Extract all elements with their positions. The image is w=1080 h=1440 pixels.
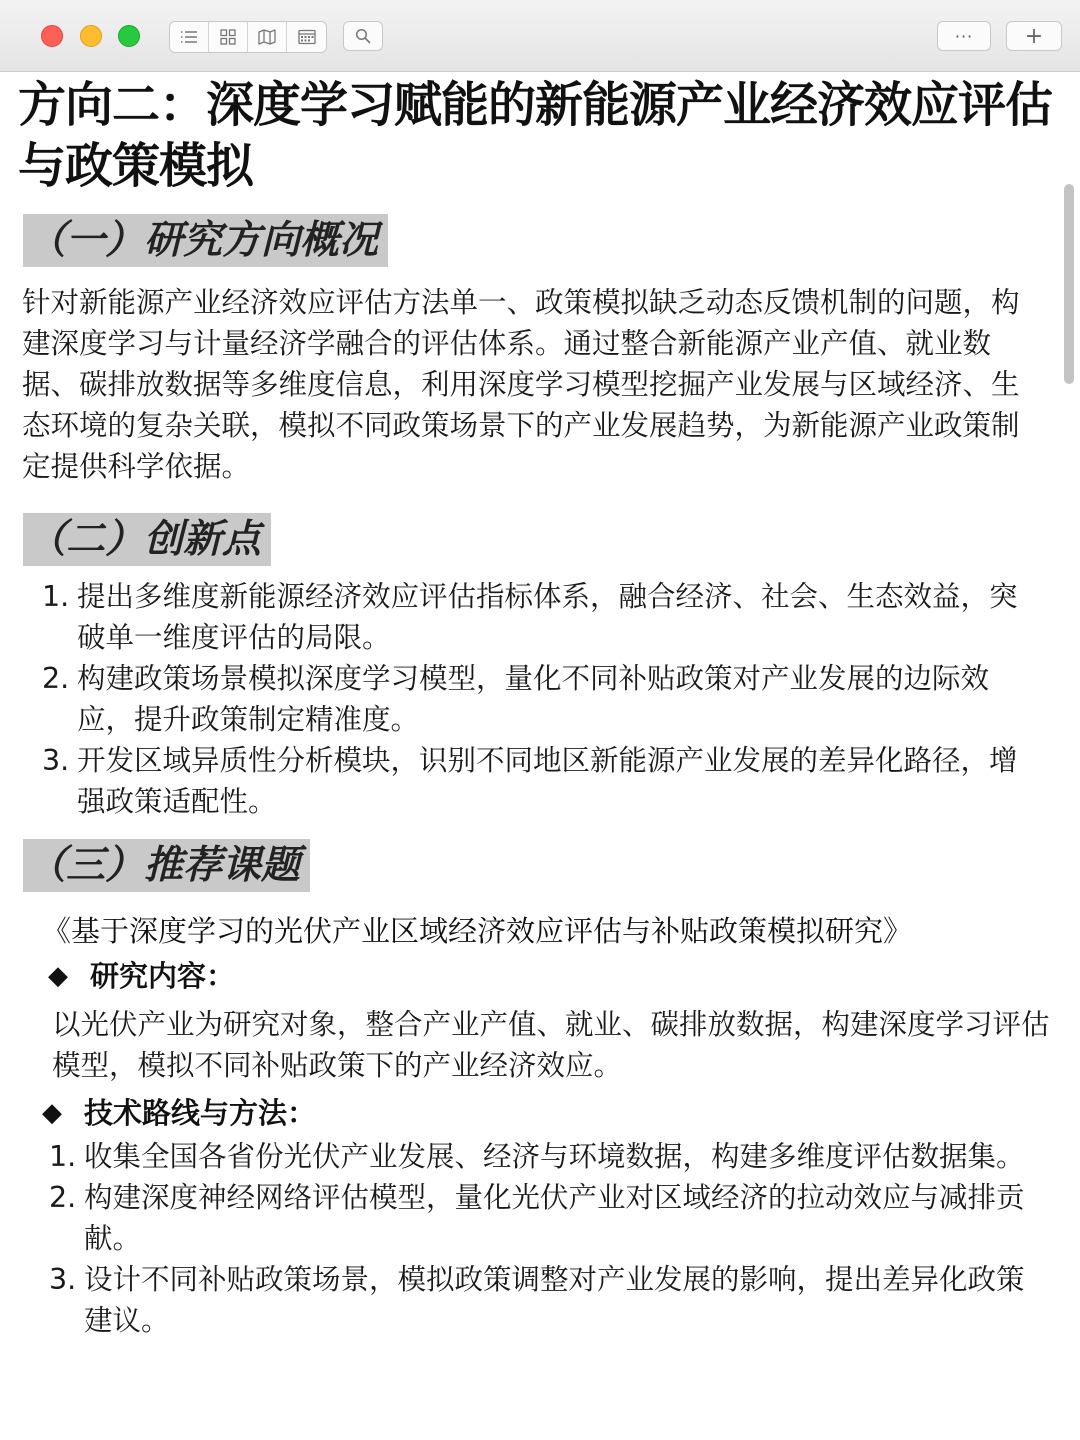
innovation-list xyxy=(42,576,1024,822)
close-window-button[interactable] xyxy=(41,25,63,47)
grid-view-button[interactable] xyxy=(209,22,248,52)
list-item xyxy=(42,576,1024,658)
method-heading xyxy=(42,1093,316,1133)
list-item xyxy=(49,1177,1025,1259)
add-button[interactable] xyxy=(1006,21,1062,51)
map-view-button[interactable] xyxy=(248,22,287,52)
list-number: 2. xyxy=(42,662,70,695)
list-item-text: 构建深度神经网络评估模型，量化光伏产业对区域经济的拉动效应与减排贡献。 xyxy=(84,1181,1025,1255)
section-heading-innovation: （二）创新点 xyxy=(23,513,271,566)
overview-paragraph: 针对新能源产业经济效应评估方法单一、政策模拟缺乏动态反馈机制的问题，构建深度学习与计量经济学融合的评估体系。通过整合新能源产业产值、就业数据、碳排放数据等多维度信息，利用深度学习模型挖掘产业发展与区域经济、生态环境的复杂关联，模拟不同政策场景下的产业发展趋势，为新能源产业政策制定提供科学依据。 xyxy=(22,286,1020,483)
diamond-bullet-icon: ◆ xyxy=(48,961,68,991)
grid-view-icon xyxy=(220,29,236,45)
minimize-window-button[interactable] xyxy=(80,25,102,47)
list-number: 3. xyxy=(49,1263,77,1296)
research-content-heading xyxy=(48,956,235,996)
calendar-icon xyxy=(298,29,316,45)
research-content-label: 研究内容： xyxy=(90,959,236,993)
method-steps-list xyxy=(49,1136,1025,1341)
list-view-button[interactable] xyxy=(170,22,209,52)
view-mode-segmented-control xyxy=(169,21,327,53)
list-item xyxy=(49,1136,1025,1177)
list-item-text: 构建政策场景模拟深度学习模型，量化不同补贴政策对产业发展的边际效应，提升政策制定精准度。 xyxy=(77,662,990,736)
recommended-topic-title: 《基于深度学习的光伏产业区域经济效应评估与补贴政策模拟研究》 xyxy=(42,914,913,948)
list-item-text: 提出多维度新能源经济效应评估指标体系，融合经济、社会、生态效益，突破单一维度评估的局限。 xyxy=(77,580,1018,654)
list-item-text: 设计不同补贴政策场景，模拟政策调整对产业发展的影响，提出差异化政策建议。 xyxy=(84,1263,1025,1337)
diamond-bullet-icon: ◆ xyxy=(42,1098,62,1128)
list-item-text: 开发区域异质性分析模块，识别不同地区新能源产业发展的差异化路径，增强政策适配性。 xyxy=(77,744,1018,818)
list-number: 1. xyxy=(49,1140,77,1173)
research-content-paragraph: 以光伏产业为研究对象，整合产业产值、就业、碳排放数据，构建深度学习评估模型，模拟不同补贴政策下的产业经济效应。 xyxy=(52,1008,1050,1082)
plus-icon: + xyxy=(1024,23,1044,49)
calendar-view-button[interactable] xyxy=(287,22,326,52)
window-titlebar xyxy=(0,0,1080,72)
list-number: 1. xyxy=(42,580,70,613)
section-heading-overview: （一）研究方向概况 xyxy=(23,214,388,267)
map-icon xyxy=(258,29,276,45)
method-label: 技术路线与方法： xyxy=(84,1096,317,1130)
list-view-icon xyxy=(180,30,198,44)
list-item xyxy=(49,1259,1025,1341)
search-icon xyxy=(355,28,371,44)
more-icon: ··· xyxy=(954,26,974,46)
list-number: 2. xyxy=(49,1181,77,1214)
list-item xyxy=(42,658,1024,740)
list-item xyxy=(42,740,1024,822)
list-number: 3. xyxy=(42,744,70,777)
more-options-button[interactable] xyxy=(937,21,991,51)
list-item-text: 收集全国各省份光伏产业发展、经济与环境数据，构建多维度评估数据集。 xyxy=(84,1140,1025,1173)
zoom-window-button[interactable] xyxy=(118,25,140,47)
section-heading-topics: （三）推荐课题 xyxy=(23,839,310,892)
page-title: 方向二：深度学习赋能的新能源产业经济效应评估与政策模拟 xyxy=(18,77,1052,194)
vertical-scrollbar[interactable] xyxy=(1064,184,1074,384)
document-view[interactable] xyxy=(0,72,1052,1440)
search-button[interactable] xyxy=(343,21,383,51)
